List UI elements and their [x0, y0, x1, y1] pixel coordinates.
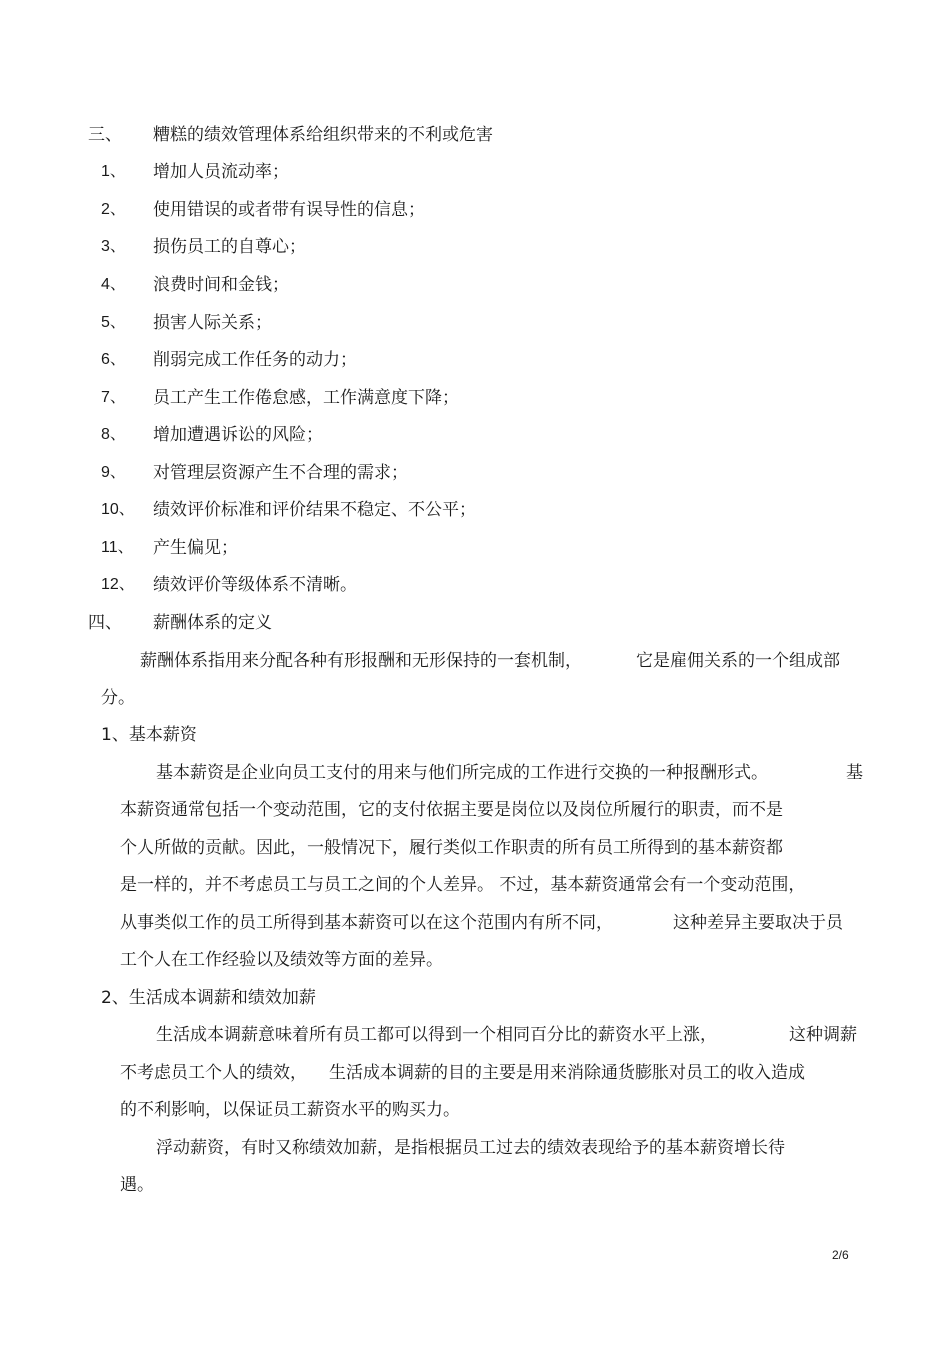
- list-item-text: 绩效评价等级体系不清晰。: [153, 575, 357, 595]
- section-4-title: 薪酬体系的定义: [153, 613, 272, 633]
- list-item-number: 2、: [101, 201, 126, 218]
- list-item-text: 损害人际关系；: [153, 313, 272, 333]
- intro-line: 它是雇佣关系的一个组成部: [636, 651, 840, 671]
- paragraph-line: 不考虑员工个人的绩效，: [120, 1063, 307, 1083]
- list-item-text: 削弱完成工作任务的动力；: [153, 350, 357, 370]
- list-item-number: 11、: [101, 539, 134, 556]
- list-item-text: 员工产生工作倦怠感，工作满意度下降；: [153, 388, 459, 408]
- list-item-text: 产生偏见；: [153, 538, 238, 558]
- paragraph-line: 这种调薪: [789, 1025, 857, 1045]
- list-item-text: 使用错误的或者带有误导性的信息；: [153, 200, 425, 220]
- list-item-number: 7、: [101, 389, 126, 406]
- subsection-heading: 1、基本薪资: [101, 725, 197, 745]
- section-3-title: 糟糕的绩效管理体系给组织带来的不利或危害: [153, 125, 493, 145]
- list-item-number: 9、: [101, 464, 126, 481]
- paragraph-line: 基: [846, 763, 863, 783]
- paragraph-line: 本薪资通常包括一个变动范围，它的支付依据主要是岗位以及岗位所履行的职责，而不是: [120, 800, 783, 820]
- list-item-number: 8、: [101, 426, 126, 443]
- list-item-number: 3、: [101, 238, 126, 255]
- list-item-text: 浪费时间和金钱；: [153, 275, 289, 295]
- intro-line: 薪酬体系指用来分配各种有形报酬和无形保持的一套机制，: [140, 651, 582, 671]
- paragraph-line: 浮动薪资，有时又称绩效加薪，是指根据员工过去的绩效表现给予的基本薪资增长待: [156, 1138, 785, 1158]
- list-item-number: 6、: [101, 351, 126, 368]
- section-4-marker: 四、: [88, 613, 122, 633]
- paragraph-line: 生活成本调薪的目的主要是用来消除通货膨胀对员工的收入造成: [329, 1063, 805, 1083]
- paragraph-line: 个人所做的贡献。因此，一般情况下，履行类似工作职责的所有员工所得到的基本薪资都: [120, 838, 783, 858]
- paragraph-line: 从事类似工作的员工所得到基本薪资可以在这个范围内有所不同，: [120, 913, 613, 933]
- paragraph-line: 基本薪资是企业向员工支付的用来与他们所完成的工作进行交换的一种报酬形式。: [156, 763, 768, 783]
- list-item-number: 12、: [101, 576, 135, 593]
- subsection-heading: 2、生活成本调薪和绩效加薪: [101, 988, 316, 1008]
- paragraph-line: 这种差异主要取决于员: [673, 913, 843, 933]
- list-item-text: 增加遭遇诉讼的风险；: [153, 425, 323, 445]
- list-item-text: 损伤员工的自尊心；: [153, 237, 306, 257]
- list-item-number: 5、: [101, 314, 126, 331]
- list-item-number: 10、: [101, 501, 135, 518]
- list-item-text: 绩效评价标准和评价结果不稳定、不公平；: [153, 500, 476, 520]
- paragraph-line: 工个人在工作经验以及绩效等方面的差异。: [120, 950, 443, 970]
- paragraph-line: 遇。: [120, 1175, 154, 1195]
- page-number: 2/6: [832, 1248, 849, 1262]
- list-item-text: 增加人员流动率；: [153, 162, 289, 182]
- paragraph-line: 的不利影响，以保证员工薪资水平的购买力。: [120, 1100, 460, 1120]
- list-item-number: 4、: [101, 276, 126, 293]
- paragraph-line: 是一样的，并不考虑员工与员工之间的个人差异。 不过，基本薪资通常会有一个变动范围，: [120, 875, 806, 895]
- section-3-marker: 三、: [88, 125, 122, 145]
- paragraph-line: 生活成本调薪意味着所有员工都可以得到一个相同百分比的薪资水平上涨，: [156, 1025, 717, 1045]
- intro-line: 分。: [101, 688, 135, 708]
- list-item-text: 对管理层资源产生不合理的需求；: [153, 463, 408, 483]
- list-item-number: 1、: [101, 163, 126, 180]
